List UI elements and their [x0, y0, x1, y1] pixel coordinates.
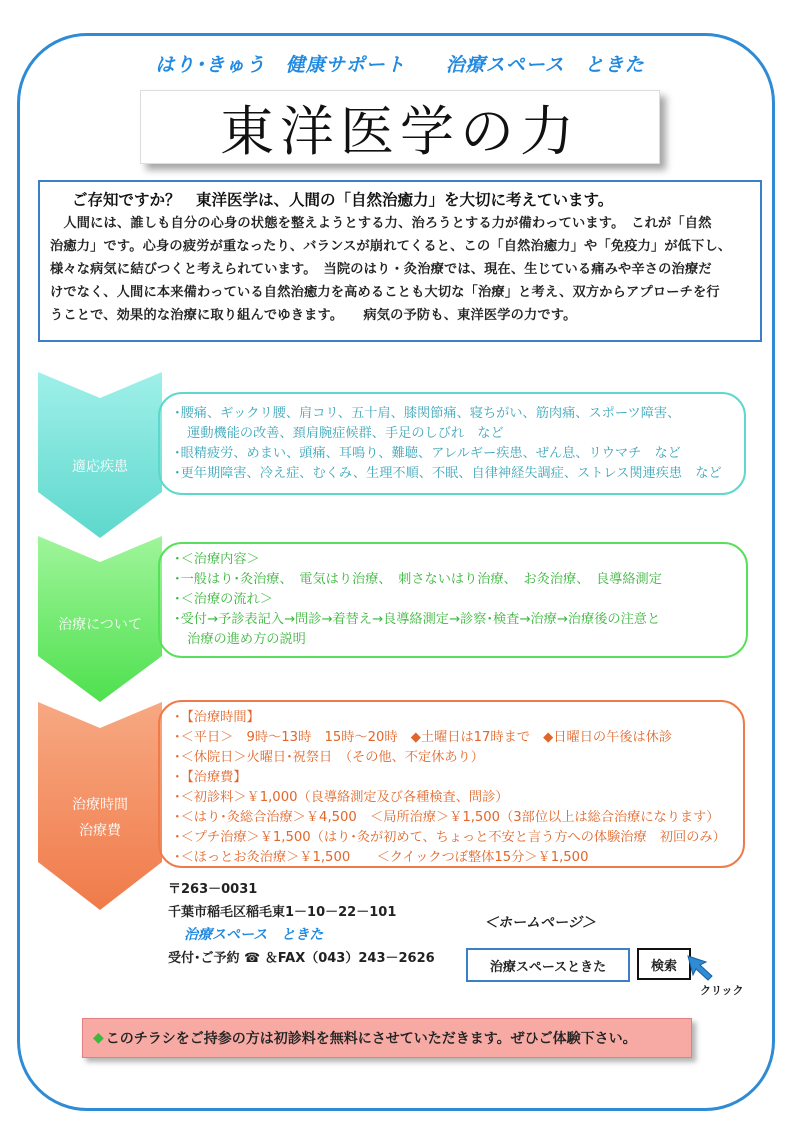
list-item: ･＜治療の流れ＞ — [174, 592, 273, 607]
chevron-indications — [38, 372, 162, 538]
clinic-subtitle: はり･きゅう 健康サポート 治療スペース ときた — [155, 54, 645, 76]
coupon-text: このチラシをご持参の方は初診料を無料にさせていただきます。ぜひご体験下さい。 — [105, 1031, 637, 1047]
section-indications — [158, 392, 746, 495]
intro-line: けでなく、人間に本来備わっている自然治癒力を高めることも大切な「治療」と考え、双方からアプローチを行 — [50, 285, 720, 300]
pointer-arrow-icon — [684, 952, 718, 986]
list-item: ･＜治療内容＞ — [174, 552, 260, 567]
intro-heading: ご存知ですか？ 東洋医学は、人間の「自然治癒力」を大切に考えています。 — [72, 191, 614, 209]
list-item: ･【治療費】 — [174, 770, 247, 785]
phone-fax: 受付･ご予約 ☎ ＆FAX（043）243－2626 — [168, 951, 435, 966]
section-label-hours: 治療時間 — [72, 797, 128, 813]
list-item: 治療の進め方の説明 — [174, 632, 306, 647]
list-item: ･＜プチ治療＞￥1,500（はり･灸が初めて、ちょっと不安と言う方への体験治療 初回のみ） — [174, 830, 726, 845]
section-label-indications: 適応疾患 — [72, 459, 128, 475]
intro-line: 様々な病気に結びつくと考えられています。 当院のはり・灸治療では、現在、生じている痛みや辛さの治療だ — [50, 262, 712, 277]
list-item: ･＜ほっとお灸治療＞￥1,500 ＜クイックつぼ整体15分＞￥1,500 — [174, 850, 589, 865]
section-label-fees: 治療費 — [79, 823, 121, 839]
list-item: ･＜休院日＞火曜日･祝祭日 （その他、不定休あり） — [174, 750, 484, 765]
list-item: ･＜平日＞ 9時～13時 15時～20時 ◆土曜日は17時まで ◆日曜日の午後は休診 — [174, 730, 673, 745]
list-item: ･＜はり･灸総合治療＞￥4,500 ＜局所治療＞￥1,500（3部位以上は総合治療になります） — [174, 810, 720, 825]
list-item: ･【治療時間】 — [174, 710, 260, 725]
intro-box — [38, 180, 762, 342]
chevron-hours-fees — [38, 702, 162, 910]
list-item: ･受付→予診表記入→問診→着替え→良導絡測定→診察･検査→治療→治療後の注意と — [174, 612, 661, 627]
section-treatment — [158, 542, 748, 658]
homepage-label: ＜ホームページ＞ — [484, 915, 596, 931]
list-item: 運動機能の改善、頚肩腕症候群、手足のしびれ など — [174, 426, 504, 441]
diamond-icon: ◆ — [93, 1030, 104, 1046]
chevron-treatment — [38, 536, 162, 702]
list-item: ･一般はり･灸治療、 電気はり治療、 刺さないはり治療、 お灸治療、 良導絡測定 — [174, 572, 662, 587]
page-title: 東洋医学の力 — [140, 90, 660, 164]
clinic-name: 治療スペース ときた — [184, 927, 324, 943]
address-block — [168, 878, 435, 970]
list-item: ･眼精疲労、めまい、頭痛、耳鳴り、難聴、アレルギー疾患、ぜん息、リウマチ など — [174, 446, 681, 461]
intro-line: 人間には、誰しも自分の心身の状態を整えようとする力、治ろうとする力が備わっています。 これが「自然 — [50, 216, 712, 231]
intro-line: うことで、効果的な治療に取り組んでゆきます。 病気の予防も、東洋医学の力です。 — [50, 308, 577, 323]
click-label: クリック — [700, 984, 744, 997]
section-hours-fees — [158, 700, 745, 868]
street-address: 千葉市稲毛区稲毛東1－10－22－101 — [168, 905, 397, 920]
search-button[interactable]: 検索 — [637, 948, 691, 980]
search-input[interactable]: 治療スペースときた — [466, 948, 630, 982]
list-item: ･更年期障害、冷え症、むくみ、生理不順、不眠、自律神経失調症、ストレス関連疾患 など — [174, 466, 722, 481]
section-label-treatment: 治療について — [58, 617, 142, 633]
intro-line: 治癒力」です。心身の疲労が重なったり、バランスが崩れてくると、この「自然治癒力」や「免疫力」が低下し、 — [50, 239, 732, 254]
postal-code: 〒263－0031 — [168, 882, 258, 897]
coupon-note — [82, 1018, 692, 1058]
list-item: ･腰痛、ギックリ腰、肩コリ、五十肩、膝関節痛、寝ちがい、筋肉痛、スポーツ障害、 — [174, 406, 681, 421]
list-item: ･＜初診料＞￥1,000（良導絡測定及び各種検査、問診） — [174, 790, 509, 805]
